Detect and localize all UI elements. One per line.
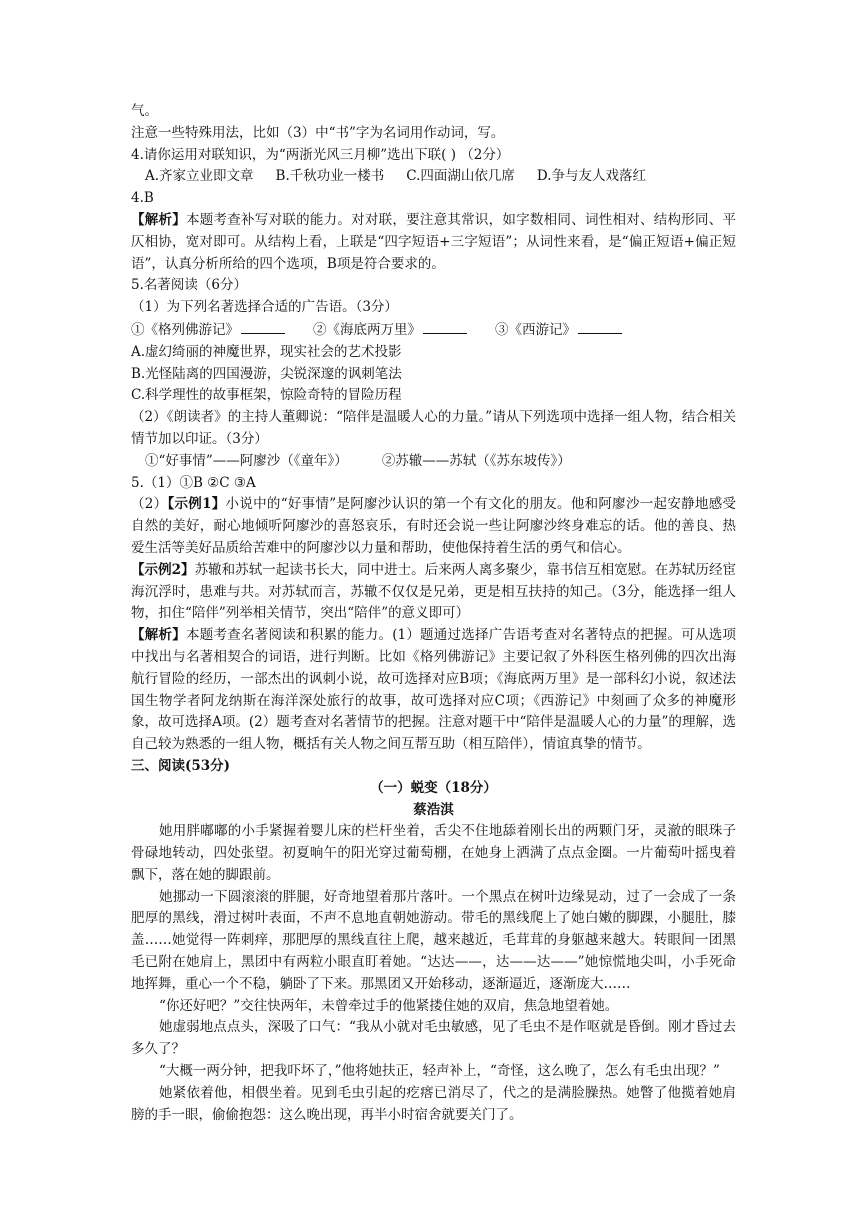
passage-paragraph: “大概一两分钟，把我吓坏了，”他将她扶正，轻声补上，“奇怪，这么晚了，怎么有毛虫出现？” [159,1063,720,1080]
option-c: C.科学理性的故事框架，惊险奇特的冒险历程 [131,387,402,404]
passage-paragraph: 她挪动一下圆滚滚的胖腿，好奇地望着那片落叶。一个黑点在树叶边缘晃动，过了一会成了一条肥厚的黑线，滑过树叶表面，不声不息地直朝她游动。带毛的黑线爬上了她白嫩的脚踝，小腿肚，膝盖……她觉得一阵刺痒，那肥厚的黑线直往上爬，越来越近，毛茸茸的身躯越来越大。转眼间一团黑毛已附在她肩上，黑团中有两粒小眼直盯着她。“达达——，达——达——”她惊慌地尖叫，小手死命地挥舞，重心一个不稳，躺卧了下来。那黑团又开始移动，逐渐逼近，逐渐庞大…… [131,888,736,992]
blank-label-2: ②《海底两万里》 [313,321,421,338]
option-b: B.千秋功业一楼书 [275,168,385,185]
analysis-text: 本题考查名著阅读和积累的能力。(1）题通过选择广告语考查对名著特点的把握。可从选项中找出与名著相契合的词语，进行判断。比如《格列佛游记》主要记叙了外科医生格列佛的四次出海航行冒险的经历，一部杰出的讽刺小说，故可选择对应B项；《海底两万里》是一部科幻小说，叙述法国生物学者阿龙纳斯在海洋深处旅行的故事，故可选择对应C项；《西游记》中刻画了众多的神魔形象，故可选择A项。(2）题考查对名著情节的把握。注意对题干中“陪伴是温暖人心的力量”的理解，选自己较为熟悉的一组人物，概括有关人物之间互帮互助（相互陪伴），情谊真挚的情节。 [131,627,737,753]
example-1-tag: 【示例1】 [167,496,226,513]
section-heading: 三、阅读(53分) [131,757,231,774]
passage-title: （一）蜕变（18分） [370,779,497,796]
option-b: B.光怪陆离的四国漫游，尖锐深邃的讽刺笔法 [131,365,402,382]
answer-prefix: （2） [131,496,168,513]
question-4-options [131,166,736,188]
question-5-1: （1）为下列名著选择合适的广告语。（3分） [131,299,398,316]
answer-blank-2[interactable] [423,319,467,334]
answer-4: 4.B [131,190,154,207]
question-5-2: （2）《朗读者》的主持人董卿说：“陪伴是温暖人心的力量。”请从下列选项中选择一组人物，结合相关情节加以印证。（3分） [131,409,736,447]
answer-5-1: 5.（1）①B ②C ③A [131,474,256,491]
text-line: 注意一些特殊用法，比如（3）中“书”字为名词用作动词，写。 [131,124,505,141]
example-2 [131,560,736,625]
choice-2: ②苏辙——苏轼（《苏东坡传》） [381,452,571,469]
document-page [131,101,736,1126]
question-5-2-options [131,451,736,473]
answer-blank-3[interactable] [578,319,622,334]
text-line: 气。 [131,103,158,119]
option-c: C.四面湖山依几席 [406,168,515,185]
example-2-text: 苏辙和苏轼一起读书长大，同中进士。后来两人离多聚少，靠书信互相宽慰。在苏轼历经宦海沉浮时，患难与共。对苏轼而言，苏辙不仅仅是兄弟，更是相互扶持的知己。（3分，能选择一组人物，扣住“陪伴”列举相关情节，突出“陪伴”的意义即可） [131,561,736,622]
question-5-1-blanks [131,319,736,342]
question-4: 4.请你运用对联知识，为“两浙光风三月柳”选出下联( ) （2分） [131,146,510,163]
passage-paragraph: “你还好吧？”交往快两年，未曾牵过手的他紧搂住她的双肩，焦急地望着她。 [159,997,619,1014]
passage-paragraph: 她用胖嘟嘟的小手紧握着婴儿床的栏杆坐着，舌尖不住地舔着刚长出的两颗门牙，灵澈的眼珠子骨碌地转动，四处张望。初夏晌午的阳光穿过葡萄棚，在她身上洒满了点点金圈。一片葡萄叶摇曳着飘下，落在她的脚跟前。 [131,823,736,883]
analysis-tag: 【解析】 [131,211,187,228]
passage-paragraph: 她虚弱地点点头，深吸了口气：“我从小就对毛虫敏感，见了毛虫不是作呕就是昏倒。刚才昏过去多久了？ [131,1019,736,1058]
choice-1: ①“好事情”——阿廖沙（《童年》） [145,452,348,469]
analysis-5 [131,625,736,756]
example-1-text: 小说中的“好事情”是阿廖沙认识的第一个有文化的朋友。他和阿廖沙一起安静地感受自然的美好，耐心地倾听阿廖沙的喜怒哀乐，有时还会说一些让阿廖沙终身难忘的话。他的善良、热爱生活等美好品质给苦难中的阿廖沙以力量和帮助，使他保持着生活的勇气和信心。 [131,496,736,556]
answer-blank-1[interactable] [241,319,285,334]
option-a: A.齐家立业即文章 [145,168,254,185]
passage-author: 蔡浩淇 [413,801,454,818]
passage-paragraph: 她紧依着他，相偎坐着。见到毛虫引起的疙瘩已消尽了，代之的是满脸臊热。她瞥了他揽着她肩膀的手一眼，偷偷抱怨：这么晚出现，再半小时宿舍就要关门了。 [131,1084,736,1123]
question-5: 5.名著阅读（6分） [131,277,247,294]
analysis-4 [131,210,736,275]
blank-label-3: ③《西游记》 [495,321,576,338]
example-2-tag: 【示例2】 [131,561,195,578]
option-a: A.虚幻绮丽的神魔世界，现实社会的艺术投影 [131,343,402,360]
answer-5-2 [131,494,736,559]
analysis-text: 本题考查补写对联的能力。对对联，要注意其常识，如字数相同、词性相对、结构形同、平仄相协，宽对即可。从结构上看，上联是“四字短语+三字短语”；从词性来看，是“偏正短语+偏正短语”，认真分析所给的四个选项，B项是符合要求的。 [131,211,737,272]
analysis-tag: 【解析】 [131,627,186,644]
blank-label-1: ①《格列佛游记》 [131,321,239,338]
option-d: D.争与友人戏落红 [536,168,647,185]
